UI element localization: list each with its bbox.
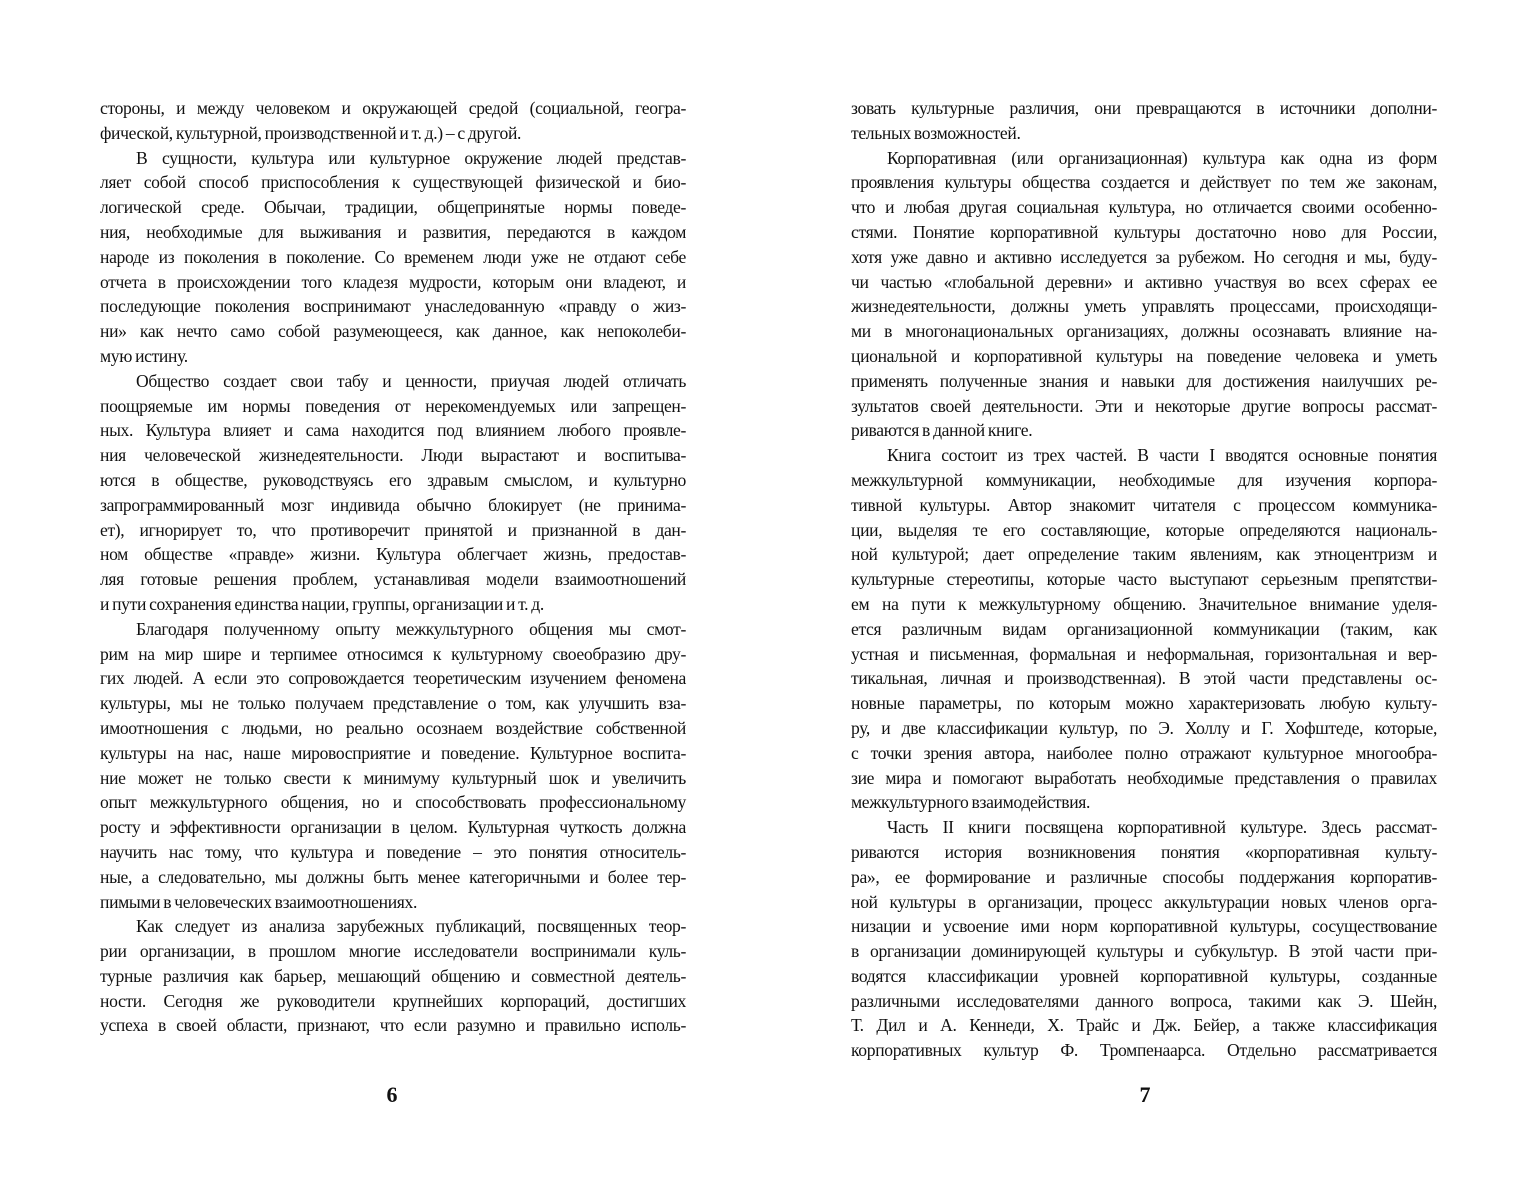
text-line: культуры, мы не только получаем представление о том, как улучшить вза- [100, 693, 686, 714]
left-page [100, 96, 686, 1038]
text-line: различными исследователями данного вопроса, такими как Э. Шейн, [851, 990, 1437, 1011]
text-line: межкультурного взаимодействия. [851, 792, 1091, 813]
text-line: ных. Культура влияет и сама находится под влиянием любого проявле- [100, 420, 686, 441]
text-line: логической среде. Обычаи, традиции, общепринятые нормы поведе- [100, 197, 686, 218]
text-line: народе из поколения в поколение. Со временем люди уже не отдают себе [100, 246, 686, 267]
text-line: ет), игнорирует то, что противоречит принятой и признанной в дан- [100, 519, 686, 540]
text-line: корпоративных культур Ф. Тромпенаарса. Отдельно рассматривается [851, 1040, 1437, 1061]
text-line: ются в обществе, руководствуясь его здравым смыслом, и культурно [100, 469, 686, 490]
text-line: риваются в данной книге. [851, 420, 1033, 441]
text-line: зие мира и помогают выработать необходимые представления о правилах [851, 767, 1437, 788]
text-line: ной культуры в организации, процесс аккультурации новых членов орга- [851, 891, 1437, 912]
text-line: гих людей. А если это сопровождается теоретическим изучением феномена [100, 668, 686, 689]
text-line: Как следует из анализа зарубежных публикаций, посвященных теор- [136, 916, 686, 937]
text-line: тикальная, личная и производственная). В этой части представлены ос- [851, 668, 1437, 689]
text-line: успеха в своей области, признают, что если разумно и правильно исполь- [100, 1015, 686, 1036]
text-line: межкультурной коммуникации, необходимые для изучения корпора- [851, 469, 1437, 490]
text-line: Часть II книги посвящена корпоративной культуре. Здесь рассмат- [887, 817, 1437, 838]
text-line: водятся классификации уровней корпоративной культуры, созданные [851, 965, 1437, 986]
text-line: В сущности, культура или культурное окружение людей представ- [136, 147, 686, 168]
text-line: ми в многонациональных организациях, должны осознавать влияние на- [851, 321, 1437, 342]
page-number-right: 7 [1139, 1082, 1151, 1107]
text-line: низации и усвоение ими норм корпоративной культуры, сосуществование [851, 916, 1437, 937]
text-line: ляет собой способ приспособления к существующей физической и био- [100, 172, 686, 193]
text-line: Т. Дил и А. Кеннеди, Х. Трайс и Дж. Бейер, а также классификация [851, 1015, 1437, 1036]
text-line: ние может не только свести к минимуму культурный шок и увеличить [100, 767, 686, 788]
text-line: новные параметры, по которым можно характеризовать любую культу- [851, 693, 1437, 714]
text-line: культурные стереотипы, которые часто выступают серьезным препятстви- [851, 569, 1437, 590]
text-line: проявления культуры общества создается и действует по тем же законам, [851, 172, 1437, 193]
text-line: ра», ее формирование и различные способы поддержания корпоратив- [851, 866, 1437, 887]
text-line: и пути сохранения единства нации, группы, организации и т. д. [100, 593, 544, 614]
text-line: чи частью «глобальной деревни» и активно участвуя во всех сферах ее [851, 271, 1437, 292]
text-line: применять полученные знания и навыки для достижения наилучших ре- [851, 370, 1437, 391]
text-line: рим на мир шире и терпимее относимся к культурному своеобразию дру- [100, 643, 686, 664]
text-line: культуры на нас, наше мировосприятие и поведение. Культурное воспита- [100, 742, 686, 763]
text-line: в организации доминирующей культуры и субкультур. В этой части при- [851, 941, 1437, 962]
text-line: росту и эффективности организации в целом. Культурная чуткость должна [100, 817, 686, 838]
text-line: тельных возможностей. [851, 122, 1021, 143]
text-line: с точки зрения автора, наиболее полно отражают культурное многообра- [851, 742, 1437, 763]
text-line: ни» как нечто само собой разумеющееся, как данное, как непоколеби- [100, 321, 686, 342]
text-line: ляя готовые решения проблем, устанавливая модели взаимоотношений [100, 569, 686, 590]
text-line: стороны, и между человеком и окружающей средой (социальной, геогра- [100, 98, 686, 118]
text-line: фической, культурной, производственной и т. д.) – с другой. [100, 122, 522, 143]
text-line: ные, а следовательно, мы должны быть менее категоричными и более тер- [100, 866, 686, 887]
text-line: ем на пути к межкультурному общению. Значительное внимание уделя- [851, 593, 1437, 614]
text-line: ности. Сегодня же руководители крупнейших корпораций, достигших [100, 990, 686, 1011]
text-line: Общество создает свои табу и ценности, приучая людей отличать [136, 370, 686, 391]
text-line: поощряемые им нормы поведения от нерекомендуемых или запрещен- [100, 395, 686, 416]
text-line: устная и письменная, формальная и неформальная, горизонтальная и вер- [851, 643, 1437, 664]
text-line: Благодаря полученному опыту межкультурного общения мы смот- [136, 618, 686, 639]
text-line: запрограммированный мозг индивида обычно блокирует (не принима- [100, 494, 686, 515]
text-line: риваются история возникновения понятия «корпоративная культу- [851, 841, 1437, 862]
text-line: ции, выделяя те его составляющие, которые определяются националь- [851, 519, 1437, 540]
text-line: последующие поколения воспринимают унаследованную «правду о жиз- [100, 296, 686, 317]
text-line: жизнедеятельности, должны уметь управлять процессами, происходящи- [851, 296, 1437, 317]
text-line: ния, необходимые для выживания и развития, передаются в каждом [100, 221, 686, 242]
text-line: тивной культуры. Автор знакомит читателя с процессом коммуника- [851, 494, 1437, 515]
text-line: ной культурой; дает определение таким явлениям, как этноцентризм и [851, 544, 1437, 565]
text-line: рии организации, в прошлом многие исследователи воспринимали куль- [100, 941, 686, 962]
text-line: зультатов своей деятельности. Эти и некоторые другие вопросы рассмат- [851, 395, 1437, 416]
text-line: что и любая другая социальная культура, но отличается своими особенно- [851, 197, 1437, 218]
text-line: отчета в происхождении того кладезя мудрости, которым они владеют, и [100, 271, 686, 292]
text-line: зовать культурные различия, они превращаются в источники дополни- [851, 98, 1437, 118]
page-number-left: 6 [386, 1082, 398, 1107]
text-line: ется различным видам организационной коммуникации (таким, как [851, 618, 1437, 639]
text-line: ния человеческой жизнедеятельности. Люди вырастают и воспитыва- [100, 445, 686, 466]
text-line: стями. Понятие корпоративной культуры достаточно ново для России, [851, 221, 1437, 242]
text-line: Корпоративная (или организационная) культура как одна из форм [887, 147, 1437, 168]
text-line: циональной и корпоративной культуры на поведение человека и уметь [851, 345, 1437, 366]
text-line: ру, и две классификации культур, по Э. Холлу и Г. Хофштеде, которые, [851, 717, 1437, 738]
text-line: опыт межкультурного общения, но и способствовать профессиональному [100, 792, 686, 813]
text-line: хотя уже давно и активно исследуется за рубежом. Но сегодня и мы, буду- [851, 246, 1437, 267]
text-line: научить нас тому, что культура и поведение – это понятия относитель- [100, 841, 686, 862]
text-line: Книга состоит из трех частей. В части I вводятся основные понятия [887, 445, 1437, 466]
text-line: имоотношения с людьми, но реально осознаем воздействие собственной [100, 717, 686, 738]
text-line: пимыми в человеческих взаимоотношениях. [100, 891, 418, 912]
text-line: ном обществе «правде» жизни. Культура облегчает жизнь, предостав- [100, 544, 686, 565]
text-line: турные различия как барьер, мешающий общению и совместной деятель- [100, 965, 686, 986]
right-page [851, 96, 1437, 1063]
text-line: мую истину. [100, 345, 188, 366]
